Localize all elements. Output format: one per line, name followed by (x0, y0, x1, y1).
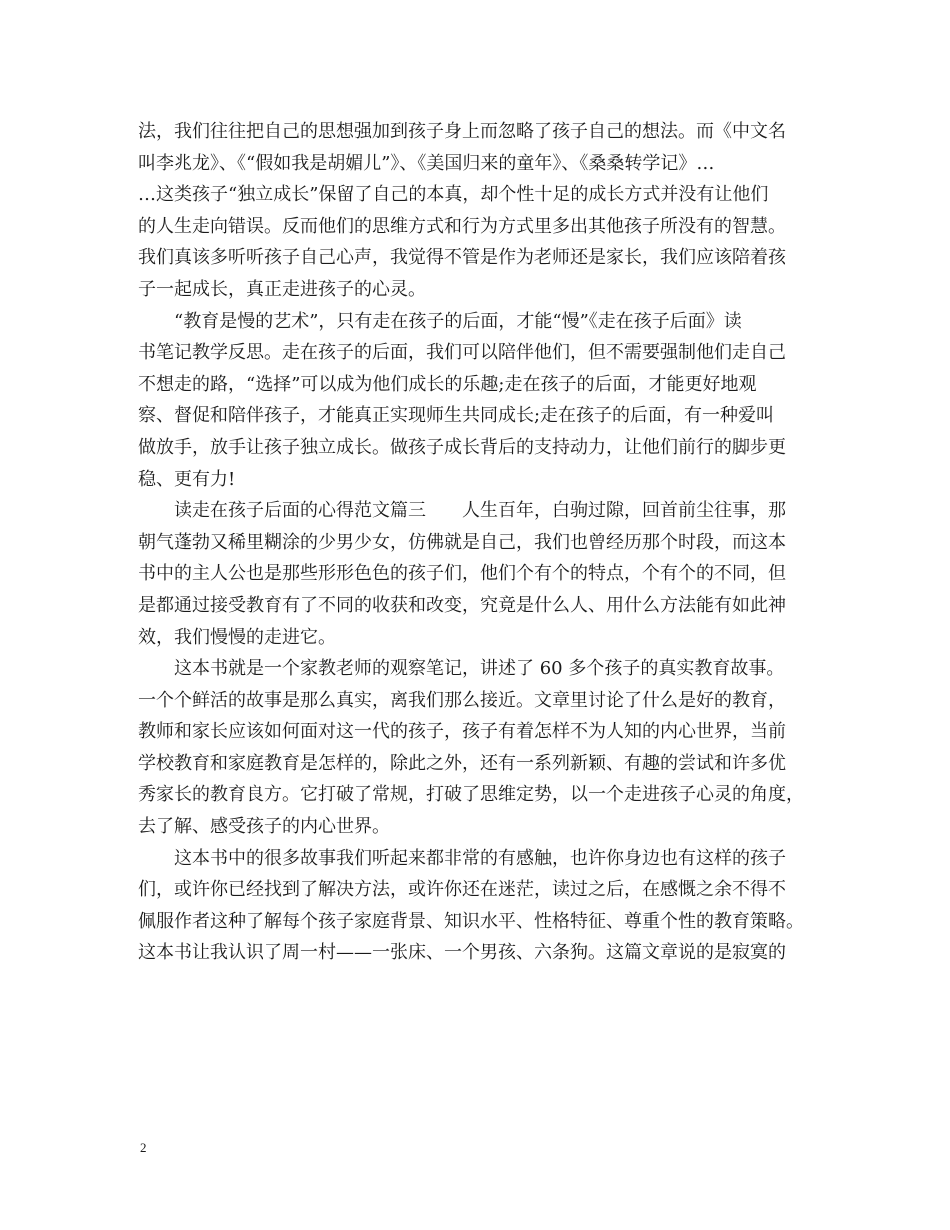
text-line: 这本书中的很多故事我们听起来都非常的有感触，也许你身边也有这样的孩子 (174, 847, 786, 869)
text-line: “教育是慢的艺术”，只有走在孩子的后面，才能“慢”《走在孩子后面》读 (174, 310, 742, 332)
text-line: 不想走的路，“选择”可以成为他们成长的乐趣;走在孩子的后面，才能更好地观 (138, 373, 757, 395)
page-number: 2 (140, 1140, 147, 1155)
text-line: 一个个鲜活的故事是那么真实，离我们那么接近。文章里讨论了什么是好的教育， (138, 689, 786, 711)
paragraph-5 (138, 843, 818, 969)
paragraph-2 (138, 306, 818, 496)
text-line: 学校教育和家庭教育是怎样的，除此之外，还有一系列新颖、有趣的尝试和许多优 (138, 752, 786, 774)
paragraph-1 (138, 116, 818, 306)
text-line: 叫李兆龙》、《“假如我是胡媚儿”》、《美国归来的童年》、《桑桑转学记》… (138, 152, 715, 174)
text-line: 们，或许你已经找到了解决方法，或许你还在迷茫，读过之后，在感慨之余不得不 (138, 879, 786, 901)
text-line: 察、督促和陪伴孩子，才能真正实现师生共同成长;走在孩子的后面，有一种爱叫 (138, 405, 775, 427)
text-line: 这本书让我认识了周一村——一张床、一个男孩、六条狗。这篇文章说的是寂寞的 (138, 942, 786, 964)
text-line: …这类孩子“独立成长”保留了自己的本真，却个性十足的成长方式并没有让他们 (138, 184, 769, 206)
text-line: 我们真该多听听孩子自己心声，我觉得不管是作为老师还是家长，我们应该陪着孩 (138, 247, 786, 269)
paragraph-4 (138, 653, 818, 843)
text-line: 的人生走向错误。反而他们的思维方式和行为方式里多出其他孩子所没有的智慧。 (138, 215, 786, 237)
text-line: 朝气蓬勃又稀里糊涂的少男少女，仿佛就是自己，我们也曾经历那个时段，而这本 (138, 531, 786, 553)
text-line: 去了解、感受孩子的内心世界。 (138, 816, 390, 838)
text-line: 效，我们慢慢的走进它。 (138, 626, 336, 648)
text-line: 法，我们往往把自己的思想强加到孩子身上而忽略了孩子自己的想法。而《中文名 (138, 121, 786, 142)
text-line: 做放手，放手让孩子独立成长。做孩子成长背后的支持动力，让他们前行的脚步更 (138, 436, 786, 458)
text-line: 秀家长的教育良方。它打破了常规，打破了思维定势，以一个走进孩子心灵的角度， (138, 784, 804, 806)
text-line: 书笔记教学反思。走在孩子的后面，我们可以陪伴他们，但不需要强制他们走自己 (138, 342, 786, 364)
text-line: 教师和家长应该如何面对这一代的孩子，孩子有着怎样不为人知的内心世界，当前 (138, 721, 786, 743)
text-line: 佩服作者这种了解每个孩子家庭背景、知识水平、性格特征、尊重个性的教育策略。 (138, 910, 804, 932)
text-line: 稳、更有力! (138, 468, 236, 490)
text-line: 读走在孩子后面的心得范文篇三 人生百年，白驹过隙，回首前尘往事，那 (174, 500, 786, 522)
text-line: 书中的主人公也是那些形形色色的孩子们，他们个有个的特点，个有个的不同，但 (138, 563, 786, 585)
paragraph-3 (138, 495, 818, 653)
text-line: 子一起成长，真正走进孩子的心灵。 (138, 278, 426, 300)
document-body (138, 116, 818, 969)
text-line: 是都通过接受教育有了不同的收获和改变，究竟是什么人、用什么方法能有如此神 (138, 594, 786, 616)
text-line: 这本书就是一个家教老师的观察笔记，讲述了 60 多个孩子的真实教育故事。 (174, 658, 785, 680)
